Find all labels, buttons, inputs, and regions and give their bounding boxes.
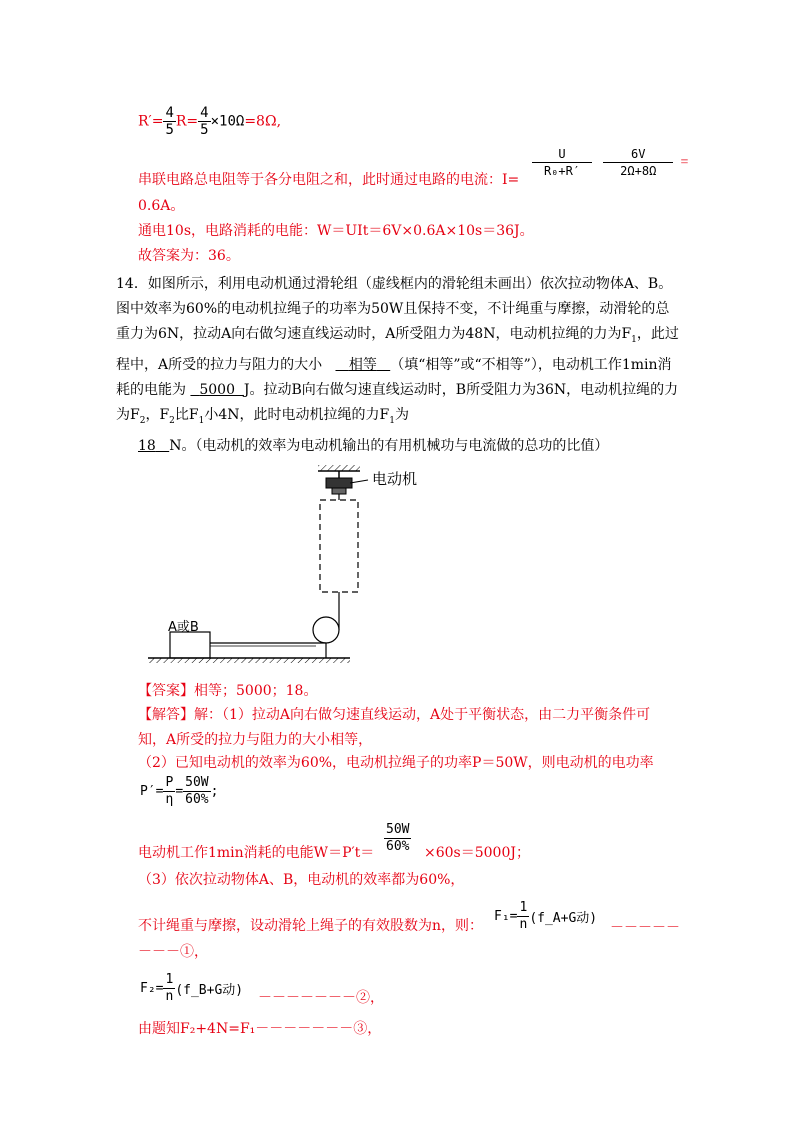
fraction-1-n-b xyxy=(163,972,175,1005)
fraction-6v xyxy=(603,146,673,179)
r-prime-label: R′= xyxy=(138,113,164,130)
subscript: 1 xyxy=(198,415,205,426)
fraction-num: 50W xyxy=(386,822,410,837)
resistance-line xyxy=(138,105,281,138)
question-number: 14． xyxy=(116,276,148,292)
answer-text: 相等；5000；18。 xyxy=(194,683,318,699)
pulley-motor-figure xyxy=(140,460,460,665)
result-8-ohm: =8Ω, xyxy=(244,113,282,130)
answer-line xyxy=(138,681,317,701)
block-a-or-b xyxy=(170,632,210,658)
fraction-den: 2Ω+8Ω xyxy=(620,164,657,178)
p-prime: P′= xyxy=(140,784,164,799)
answer-tag: 【答案】 xyxy=(138,683,194,699)
fraction-num: 6V xyxy=(603,146,673,163)
r-label: R= xyxy=(175,113,199,130)
question-text: （填“相等”或“不相等”），电动机工作1min消耗的电能为 xyxy=(116,356,672,398)
subscript: 2 xyxy=(139,415,146,426)
f2-lhs: F₂= xyxy=(140,981,164,996)
question-text: 为 xyxy=(394,406,409,423)
question-14 xyxy=(116,272,682,459)
power-formula xyxy=(140,775,218,808)
semicolon: ; xyxy=(210,784,219,799)
fraction-den: n xyxy=(519,917,528,932)
fraction-num: P xyxy=(165,775,174,790)
fraction-num: 50W xyxy=(185,775,209,790)
fraction-den: 60% xyxy=(386,839,410,854)
motor-body xyxy=(326,478,352,488)
energy-1min-line xyxy=(138,843,374,863)
f1-rhs: (f_A+G动) xyxy=(529,911,598,926)
solution-part-3: （3）依次拉动物体A、B，电动机的效率都为60%， xyxy=(138,872,465,888)
fraction-50w-60 xyxy=(183,775,210,808)
question-text: N。（电动机的效率为电动机输出的有用机械功与电流做的总功的比值） xyxy=(169,437,609,454)
energy-fraction xyxy=(384,822,411,855)
question-text: ，此过程中，A所受的拉力与阻力的大小 xyxy=(116,326,679,373)
f1-lhs: F₁= xyxy=(494,909,518,924)
fraction-den: R₀+R′ xyxy=(543,164,581,178)
series-text: 串联电路总电阻等于各分电阻之和，此时通过电路的电流：I= xyxy=(138,172,520,188)
question-text: J。拉动B向右做匀速直线运动时，B所受阻力为36N，电动机拉绳的力为F xyxy=(116,381,679,423)
question-text: 小4N，此时电动机拉绳的力F xyxy=(204,406,390,423)
fixed-pulley xyxy=(313,617,339,643)
block-label: A或B xyxy=(168,620,199,635)
answer-blank-1: 相等 xyxy=(348,356,377,373)
fraction-den: 5 xyxy=(200,122,209,138)
f2-rhs: (f_B+G动) xyxy=(175,983,244,998)
ceiling-hatch xyxy=(318,465,360,471)
motor-shaft xyxy=(332,488,346,494)
fraction-den: 5 xyxy=(165,122,174,138)
equals-sign: = xyxy=(680,155,689,170)
ground-hatch xyxy=(148,658,350,663)
energy-1min-end: ×60s＝5000J； xyxy=(424,845,530,861)
multiply-expression: ×10Ω xyxy=(210,113,245,130)
solution-tag: 【解答】 xyxy=(138,707,194,723)
fraction-den: n xyxy=(165,989,174,1004)
f2-formula xyxy=(140,972,243,1005)
answer-blank-2: 5000 xyxy=(199,381,235,398)
question-text: ，F xyxy=(145,406,170,423)
solution-eq-3: 由题知F₂+4N=F₁－－－－－－－③， xyxy=(138,1021,382,1037)
fraction-p-eta xyxy=(163,775,175,808)
fraction-u-r xyxy=(532,146,592,179)
fraction-den: η xyxy=(165,792,174,807)
fraction-50w-60-b xyxy=(384,822,411,855)
current-result: 0.6A。 xyxy=(138,198,185,214)
subscript: 1 xyxy=(631,334,637,345)
fraction-num: 4 xyxy=(200,105,209,121)
solution-text: 解：（1）拉动A向右做匀速直线运动，A处于平衡状态，由二力平衡条件可知，A所受的拉力与阻力的大小相等， xyxy=(138,707,651,748)
fraction-den: 60% xyxy=(185,792,209,807)
fraction-4-5-b xyxy=(198,105,210,138)
fraction-num: 1 xyxy=(519,900,528,915)
solution-part-2: （2）已知电动机的效率为60%，电动机拉绳子的功率P＝50W，则电动机的电功率 xyxy=(138,755,654,771)
answer-blank-3: 18 xyxy=(138,437,156,454)
fraction-num: U xyxy=(532,146,592,163)
fraction-1-n xyxy=(517,900,529,933)
prev-answer-line: 故答案为：36。 xyxy=(138,248,240,264)
equals-sign: = xyxy=(175,784,184,799)
solution-text: 电动机工作1min消耗的电能W＝P′t＝ xyxy=(138,845,375,861)
fraction-4-5 xyxy=(163,105,175,138)
solution-part-1 xyxy=(138,703,678,753)
subscript: 1 xyxy=(389,415,395,426)
question-text: 如图所示，利用电动机通过滑轮组（虚线框内的滑轮组未画出）依次拉动物体A、B。图中效率为60%的电动机拉绳子的功率为50W且保持不变，不计绳重与摩擦，动滑轮的总重力为6N，拉动A向右做匀速直线运动时，A所受阻力为48N，电动机拉绳的力为F xyxy=(116,276,673,342)
energy-line: 通电10s，电路消耗的电能：W＝UIt＝6V×0.6A×10s＝36J。 xyxy=(138,223,534,239)
fraction-num: 4 xyxy=(165,105,174,121)
current-fractions xyxy=(532,146,688,179)
question-text: 比F xyxy=(174,406,199,423)
solution-part-3b: 不计绳重与摩擦，设动滑轮上绳子的有效股数为n，则： xyxy=(138,918,484,934)
f1-formula xyxy=(494,900,597,933)
pulley-box-dashed xyxy=(320,500,358,592)
motor-label: 电动机 xyxy=(372,470,418,488)
dash-line-2: －－－－－－－②， xyxy=(258,990,384,1006)
fraction-num: 1 xyxy=(165,972,174,987)
dash-line-1: －－－－－ xyxy=(610,920,680,936)
subscript: 2 xyxy=(169,415,175,426)
series-current-line xyxy=(138,170,519,190)
dash-line-1b: －－－①， xyxy=(138,944,208,960)
